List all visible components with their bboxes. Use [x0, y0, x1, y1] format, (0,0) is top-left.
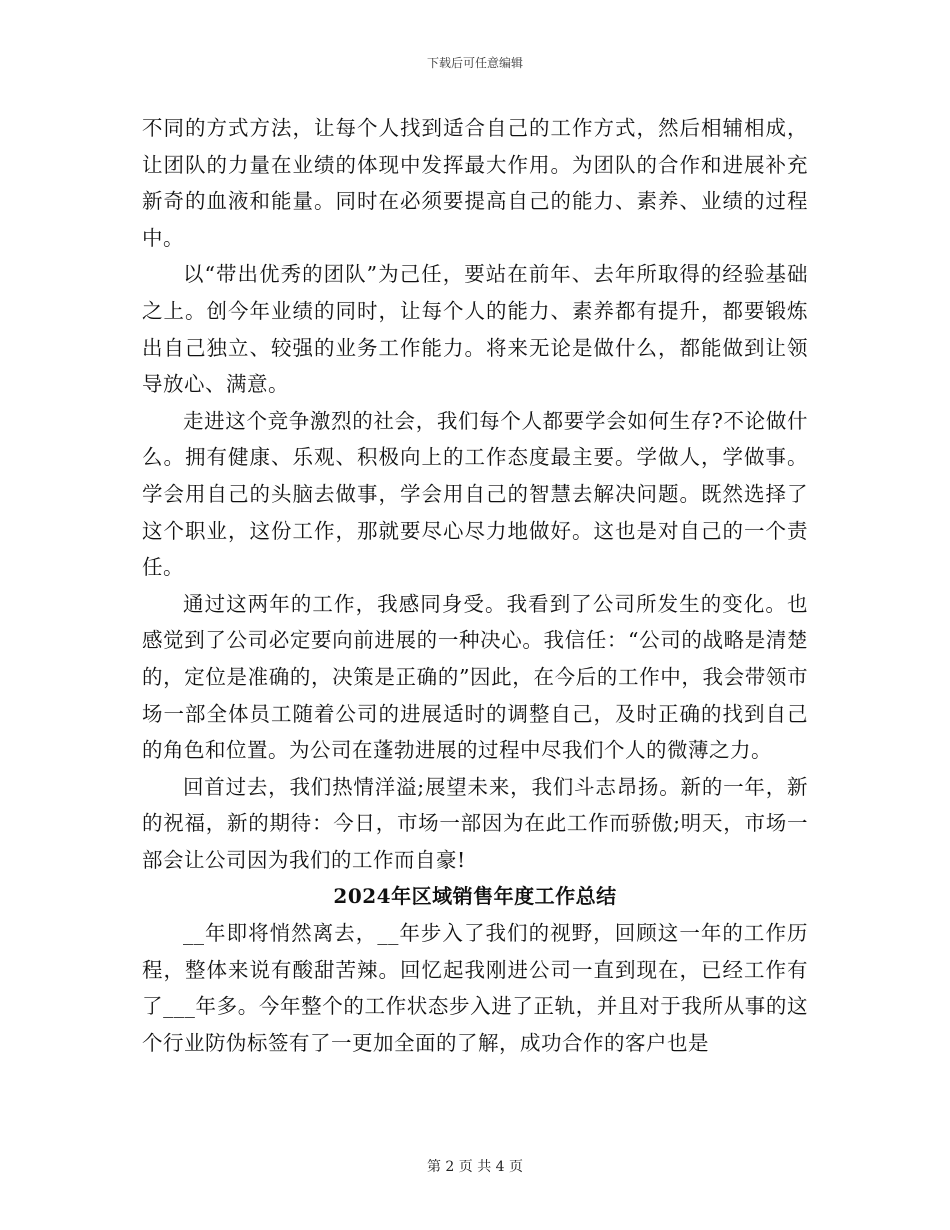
paragraph-company-change: 通过这两年的工作，我感同身受。我看到了公司所发生的变化。也感觉到了公司必定要向前进展的一种决心。我信任：“公司的战略是清楚的，定位是准确的，决策是正确的”因此，在今后的工作中，我会带领市场一部全体员工随着公司的进展适时的调整自己，及时正确的找到自己的角色和位置。为公司在蓬勃进展的过程中尽我们个人的微薄之力。 [142, 591, 808, 763]
page-header: 下载后可任意编辑 [426, 56, 523, 70]
document-body [142, 110, 808, 1061]
paragraph-continued: 不同的方式方法，让每个人找到适合自己的工作方式，然后相辅相成，让团队的力量在业绩的体现中发挥最大作用。为团队的合作和进展补充新奇的血液和能量。同时在必须要提高自己的能力、素养、业绩的过程中。 [142, 116, 808, 250]
paragraph-summary-intro: __年即将悄然离去，__年步入了我们的视野，回顾这一年的工作历程，整体来说有酸甜苦辣。回忆起我刚进公司一直到现在，已经工作有了___年多。今年整个的工作状态步入进了正轨，并且对于我所从事的这个行业防伪标签有了一更加全面的了解，成功合作的客户也是 [142, 921, 808, 1055]
paragraph-attitude: 走进这个竞争激烈的社会，我们每个人都要学会如何生存?不论做什么。拥有健康、乐观、积极向上的工作态度最主要。学做人，学做事。学会用自己的头脑去做事，学会用自己的智慧去解决问题。既然选择了这个职业，这份工作，那就要尽心尽力地做好。这也是对自己的一个责任。 [142, 408, 808, 580]
paragraph-looking-forward: 回首过去，我们热情洋溢;展望未来，我们斗志昂扬。新的一年，新的祝福，新的期待：今日，市场一部因为在此工作而骄傲;明天，市场一部会让公司因为我们的工作而自豪! [142, 774, 808, 872]
page-number: 第 2 页 共 4 页 [426, 1159, 524, 1175]
section-title: 2024年区域销售年度工作总结 [333, 884, 617, 909]
paragraph-team-goal: 以“带出优秀的团队”为己任，要站在前年、去年所取得的经验基础之上。创今年业绩的同时，让每个人的能力、素养都有提升，都要锻炼出自己独立、较强的业务工作能力。将来无论是做什么，都能做到让领导放心、满意。 [142, 262, 808, 397]
